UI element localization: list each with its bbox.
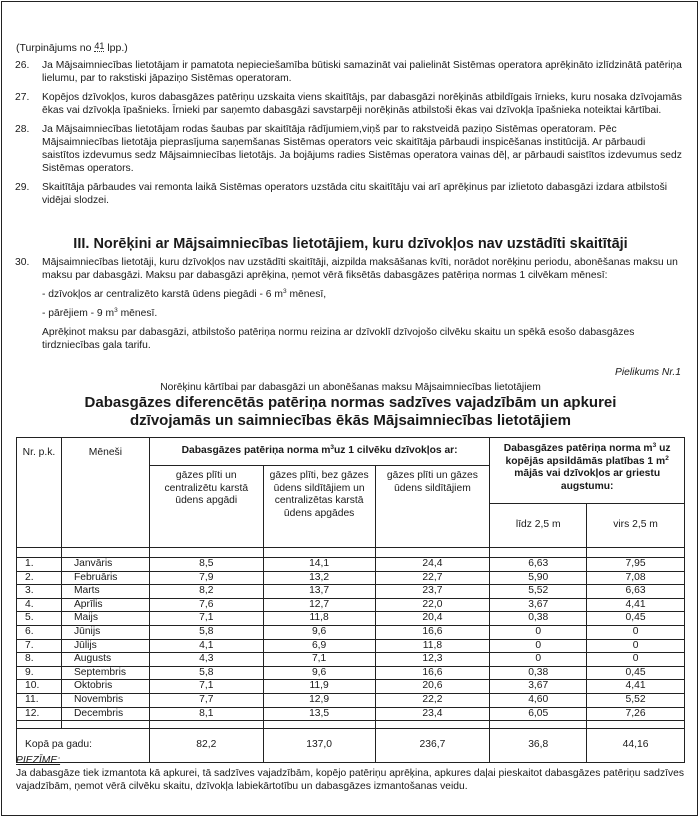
group-header-text: uz xyxy=(656,443,671,454)
clause-number: 30. xyxy=(15,257,30,268)
cell-value: 0 xyxy=(490,625,587,639)
clause-29 xyxy=(15,181,685,207)
bullet-text-end: mēnesī. xyxy=(117,308,158,319)
table-row xyxy=(17,680,685,694)
cell-value: 6,05 xyxy=(490,707,587,721)
table-row xyxy=(17,653,685,667)
cell-value: 13,2 xyxy=(263,571,375,585)
clause-text: Ja Mājsaimniecības lietotājam ir pamatota nepieciešamība būtiski samazināt vai palielināt Sistēmas operatora aprēķināto izlīdzinātā patēriņa lielumu, par to rakstiski jāpaziņo Sistēmas operatoram. xyxy=(42,60,682,84)
clause-28 xyxy=(15,123,685,175)
table-row xyxy=(17,558,685,572)
cell-value: 9,6 xyxy=(263,625,375,639)
cell-value: 5,8 xyxy=(149,625,263,639)
cell-nr: 5. xyxy=(17,612,62,626)
clause-number: 29. xyxy=(15,182,30,193)
table-row xyxy=(17,666,685,680)
clauses-26-29 xyxy=(15,59,685,213)
cell-value: 8,1 xyxy=(149,707,263,721)
cell-value: 0,45 xyxy=(587,612,685,626)
table-body xyxy=(17,548,685,729)
cell-month: Jūlijs xyxy=(61,639,149,653)
cell-value: 8,2 xyxy=(149,585,263,599)
superscript: 2 xyxy=(665,454,669,462)
group-header-per-person xyxy=(149,438,489,466)
cell-value: 3,67 xyxy=(490,680,587,694)
cell-value: 4,1 xyxy=(149,639,263,653)
annex-title-line-2: dzīvojamās un saimniecības ēkās Mājsaimniecības lietotājiem xyxy=(129,412,572,429)
cell-month: Oktobris xyxy=(61,680,149,694)
cell-value: 8,5 xyxy=(149,558,263,572)
cell-nr: 10. xyxy=(17,680,62,694)
cell-value: 7,08 xyxy=(587,571,685,585)
spacer-row xyxy=(17,548,685,558)
group-header-text-end: uz 1 cilvēku dzīvokļos ar: xyxy=(334,445,458,457)
clause-30-main xyxy=(15,256,685,282)
cell-value: 4,3 xyxy=(149,653,263,667)
cell-month: Jūnijs xyxy=(61,625,149,639)
consumption-norms-table xyxy=(16,437,685,763)
cell-value: 7,1 xyxy=(149,612,263,626)
cell-value: 0 xyxy=(490,653,587,667)
cell-value: 0 xyxy=(587,625,685,639)
cell-nr: 12. xyxy=(17,707,62,721)
total-value: 137,0 xyxy=(263,729,375,763)
table-row xyxy=(17,625,685,639)
clause-30 xyxy=(15,256,685,352)
group-header-per-area xyxy=(490,438,685,504)
clause-number: 27. xyxy=(15,92,30,103)
cell-value: 11,8 xyxy=(375,639,490,653)
cell-value: 6,63 xyxy=(490,558,587,572)
cell-value: 24,4 xyxy=(375,558,490,572)
continuation-suffix: lpp.) xyxy=(104,42,128,54)
note-block xyxy=(16,754,686,793)
cell-month: Septembris xyxy=(61,666,149,680)
total-value: 236,7 xyxy=(375,729,490,763)
cell-value: 7,95 xyxy=(587,558,685,572)
cell-nr: 9. xyxy=(17,666,62,680)
cell-value: 12,7 xyxy=(263,598,375,612)
cell-nr: 2. xyxy=(17,571,62,585)
total-value: 82,2 xyxy=(149,729,263,763)
continuation-prefix: (Turpinājums no xyxy=(16,42,95,54)
cell-value: 7,9 xyxy=(149,571,263,585)
cell-value: 3,67 xyxy=(490,598,587,612)
cell-nr: 4. xyxy=(17,598,62,612)
cell-value: 0 xyxy=(587,653,685,667)
clause-text: Kopējos dzīvokļos, kuros dabasgāzes patēriņu uzskaita viens skaitītājs, par dabasgāzi norēķinās atbildīgais īrnieks, kuru nosaka dzīvojamās ēkas vai dzīvokļa īpašnieks. Īrnieki par saņemto dabasgāzi savstarpēji norēķinās atbilstoši ēkas vai dzīvokļa īpašnieka noteiktai kārtībai. xyxy=(42,92,682,116)
cell-nr: 8. xyxy=(17,653,62,667)
cell-month: Augusts xyxy=(61,653,149,667)
table-row xyxy=(17,707,685,721)
cell-value: 22,2 xyxy=(375,693,490,707)
table-row xyxy=(17,598,685,612)
spacer-row xyxy=(17,721,685,729)
cell-value: 5,8 xyxy=(149,666,263,680)
table-row xyxy=(17,693,685,707)
cell-value: 0 xyxy=(587,639,685,653)
cell-value: 0 xyxy=(490,639,587,653)
cell-value: 22,7 xyxy=(375,571,490,585)
cell-value: 0,38 xyxy=(490,666,587,680)
superscript: 3 xyxy=(282,288,287,295)
cell-month: Maijs xyxy=(61,612,149,626)
cell-value: 7,26 xyxy=(587,707,685,721)
document-page xyxy=(1,1,698,816)
bullet-others xyxy=(42,307,685,320)
annex-title xyxy=(2,394,699,430)
clause-number: 28. xyxy=(15,124,30,135)
cell-value: 16,6 xyxy=(375,666,490,680)
note-text: Ja dabasgāze tiek izmantota kā apkurei, tā sadzīves vajadzībām, kopējo patēriņu aprēķina, apkures daļai pieskaitot dabasgāzes patēriņu sadzīves vajadzībām, ņemot vērā cilvēku skaitu, dzīvokļa labiekārtotību un dabasgāzes izmantošanas veidu. xyxy=(16,768,684,792)
total-label: Kopā pa gadu: xyxy=(17,729,150,763)
group-header-text: kopējās apsildāmās platības 1 m xyxy=(505,455,666,467)
cell-value: 5,90 xyxy=(490,571,587,585)
cell-month: Janvāris xyxy=(61,558,149,572)
col-header-gas-water-heater: gāzes plīti un gāzes ūdens sildītājiem xyxy=(375,466,490,548)
col-header-nr: Nr. p.k. xyxy=(17,438,62,548)
bullet-text: - pārējiem - 9 m xyxy=(42,308,115,319)
table-row xyxy=(17,639,685,653)
cell-value: 22,0 xyxy=(375,598,490,612)
total-value: 36,8 xyxy=(490,729,587,763)
cell-nr: 1. xyxy=(17,558,62,572)
cell-value: 7,1 xyxy=(149,680,263,694)
cell-value: 5,52 xyxy=(490,585,587,599)
group-header-text: mājās vai dzīvokļos ar griestu augstumu: xyxy=(514,468,661,492)
cell-month: Novembris xyxy=(61,693,149,707)
cell-value: 6,63 xyxy=(587,585,685,599)
group-header-text: Dabasgāzes patēriņa norma m xyxy=(503,443,653,454)
cell-value: 20,4 xyxy=(375,612,490,626)
cell-value: 11,8 xyxy=(263,612,375,626)
cell-value: 11,9 xyxy=(263,680,375,694)
clause-26 xyxy=(15,59,685,85)
cell-nr: 6. xyxy=(17,625,62,639)
clause-text: Mājsaimniecības lietotāji, kuru dzīvokļos nav uzstādīti skaitītāji, aizpilda maksāšanas kvīti, norādot norēķinu periodu, abonēšanas maksu un maksu par dabasgāzi. Maksu par dabasgāzi aprēķina, ņemot vērā fiksētās dabasgāzes patēriņa normas 1 cilvēkam mēnesī: xyxy=(42,257,678,281)
cell-value: 23,7 xyxy=(375,585,490,599)
annex-title-line-1: Dabasgāzes diferencētās patēriņa normas sadzīves vajadzībām un apkurei xyxy=(84,394,617,411)
cell-value: 12,3 xyxy=(375,653,490,667)
table-row xyxy=(17,612,685,626)
cell-value: 9,6 xyxy=(263,666,375,680)
cell-value: 13,5 xyxy=(263,707,375,721)
cell-month: Decembris xyxy=(61,707,149,721)
bullet-text: - dzīvokļos ar centralizēto karstā ūdens piegādi - 6 m xyxy=(42,289,283,300)
cell-month: Aprīlis xyxy=(61,598,149,612)
cell-nr: 11. xyxy=(17,693,62,707)
cell-value: 16,6 xyxy=(375,625,490,639)
section-title: III. Norēķini ar Mājsaimniecības lietotājiem, kuru dzīvokļos nav uzstādīti skaitītāji xyxy=(73,236,628,252)
superscript: 3 xyxy=(114,307,118,314)
continuation-note xyxy=(16,40,128,55)
annex-subtitle: Norēķinu kārtībai par dabasgāzi un abonēšanas maksu Mājsaimniecības lietotājiem xyxy=(160,382,541,393)
col-header-month: Mēneši xyxy=(61,438,149,548)
clause-text: Ja Mājsaimniecības lietotājam rodas šaubas par skaitītāja rādījumiem,viņš par to rakstveidā paziņo Sistēmas operatoram. Pēc Mājsaimniecības lietotāja pieprasījuma saņemšanas Sistēmas operators veic skaitītāja pārbaudi inspicēšanas institūcijā. Ar pārbaudi saistītos izdevumus sedz Mājsaimniecības lietotājs. Ja bojājums radies Sistēmas operatora vainas dēļ, ar pārbaudi saistītos izdevumus sedz Sistēmas operators. xyxy=(42,124,682,174)
total-value: 44,16 xyxy=(587,729,685,763)
annex-label: Pielikums Nr.1 xyxy=(615,367,681,378)
cell-month: Marts xyxy=(61,585,149,599)
col-header-up-to-2-5m: līdz 2,5 m xyxy=(490,504,587,548)
cell-value: 23,4 xyxy=(375,707,490,721)
clause-27 xyxy=(15,91,685,117)
cell-value: 4,41 xyxy=(587,598,685,612)
header-row-1 xyxy=(17,438,685,466)
col-header-over-2-5m: virs 2,5 m xyxy=(587,504,685,548)
cell-value: 14,1 xyxy=(263,558,375,572)
clause-number: 26. xyxy=(15,60,30,71)
cell-value: 5,52 xyxy=(587,693,685,707)
cell-value: 4,41 xyxy=(587,680,685,694)
cell-value: 0,38 xyxy=(490,612,587,626)
cell-value: 6,9 xyxy=(263,639,375,653)
superscript: 3 xyxy=(330,444,334,452)
table-row xyxy=(17,571,685,585)
note-heading: PIEZĪME: xyxy=(16,755,61,766)
cell-value: 7,7 xyxy=(149,693,263,707)
cell-value: 0,45 xyxy=(587,666,685,680)
cell-value: 7,6 xyxy=(149,598,263,612)
group-header-text: Dabasgāzes patēriņa norma m xyxy=(181,445,331,457)
cell-value: 4,60 xyxy=(490,693,587,707)
cell-value: 12,9 xyxy=(263,693,375,707)
clause-text: Skaitītāja pārbaudes vai remonta laikā Sistēmas operators uzstāda citu skaitītāju vai arī aprēķinus par izlietoto dabasgāzi izdara atbilstoši vidējai slodzei. xyxy=(42,182,668,206)
bullet-text-end: mēnesī, xyxy=(286,289,327,300)
cell-value: 7,1 xyxy=(263,653,375,667)
cell-month: Februāris xyxy=(61,571,149,585)
cell-value: 20,6 xyxy=(375,680,490,694)
bullet-central-hot-water xyxy=(42,288,685,301)
superscript: 3 xyxy=(652,442,657,449)
table-row xyxy=(17,585,685,599)
cell-nr: 3. xyxy=(17,585,62,599)
col-header-central-hot-water: gāzes plīti un centralizētu karstā ūdens apgādi xyxy=(149,466,263,548)
clause-30-closing: Aprēķinot maksu par dabasgāzi, atbilstošo patēriņa normu reizina ar dzīvoklī dzīvojošo cilvēku skaitu un spēkā esošo dabasgāzes tirdzniecības gala tarifu. xyxy=(42,327,635,351)
col-header-no-water-heater: gāzes plīti, bez gāzes ūdens sildītājiem un centralizētas karstā ūdens apgādes xyxy=(263,466,375,548)
cell-value: 13,7 xyxy=(263,585,375,599)
cell-nr: 7. xyxy=(17,639,62,653)
continuation-page-number: 41 xyxy=(94,41,105,51)
